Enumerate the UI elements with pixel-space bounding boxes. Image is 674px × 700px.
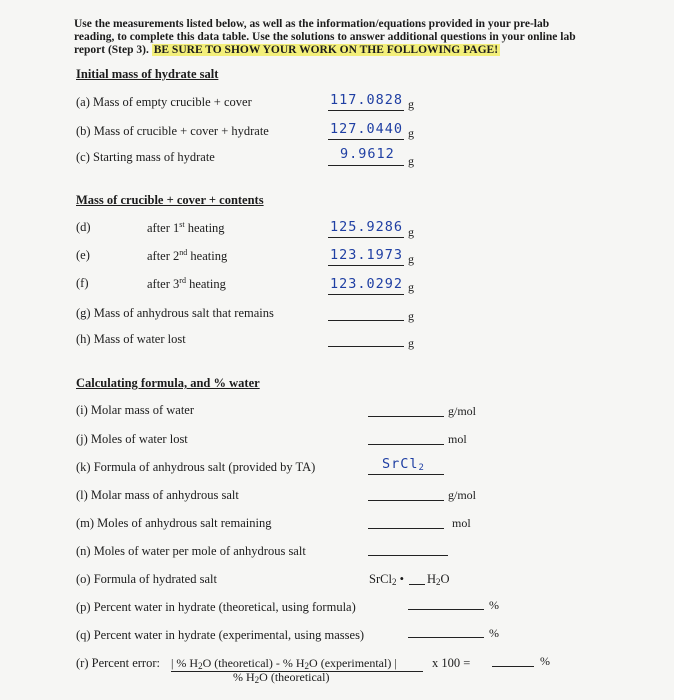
row-e-label: after 2nd heating: [147, 248, 228, 263]
row-j-label: (j) Moles of water lost: [76, 432, 188, 446]
row-i-label: (i) Molar mass of water: [76, 403, 195, 417]
row-d-label: after 1st heating: [147, 220, 225, 235]
intro-line-3: report (Step 3). BE SURE TO SHOW YOUR WORK ON THE FOLLOWING PAGE!: [74, 44, 499, 56]
row-k-label: (k) Formula of anhydrous salt (provided by TA): [76, 460, 316, 474]
row-f-value: 123.0292: [330, 276, 404, 292]
row-r-numerator: | % $H_2O$ (theoretical) - % $H_2O$ (experimental) |: [171, 656, 397, 671]
row-a-value: 117.0828: [330, 92, 404, 108]
row-g-label: (g) Mass of anhydrous salt that remains: [76, 306, 274, 320]
row-m-blank: [368, 528, 444, 529]
row-m-unit: mol: [452, 516, 471, 530]
row-p-label: (p) Percent water in hydrate (theoretical, using formula): [76, 600, 356, 614]
row-c-value: 9.9612: [340, 146, 395, 162]
row-e-unit: g: [408, 252, 414, 266]
row-f-blank: [328, 294, 404, 295]
row-b-value: 127.0440: [330, 121, 404, 137]
row-d-letter: (d): [76, 220, 91, 234]
row-q-label: (q) Percent water in hydrate (experimental, using masses): [76, 628, 365, 642]
row-k-value: SrCl$_2$: [382, 456, 425, 473]
row-l-unit: g/mol: [448, 488, 477, 502]
row-m-label: (m) Moles of anhydrous salt remaining: [76, 516, 272, 530]
row-o-formula-left: SrCl$_2$ •: [369, 572, 404, 587]
row-f-label: after 3rd heating: [147, 276, 226, 291]
row-e-blank: [328, 265, 404, 266]
row-n-label: (n) Moles of water per mole of anhydrous salt: [76, 544, 306, 558]
row-k-blank: [368, 474, 444, 475]
section-initial-heading: Initial mass of hydrate salt: [76, 67, 219, 81]
row-p-unit: %: [489, 598, 499, 612]
row-c-label: (c) Starting mass of hydrate: [76, 150, 215, 164]
row-a-blank: [328, 110, 404, 111]
row-d-value: 125.9286: [330, 219, 404, 235]
row-o-formula-water: $H_2O$: [427, 572, 450, 587]
row-h-label: (h) Mass of water lost: [76, 332, 186, 346]
row-b-unit: g: [408, 126, 414, 140]
row-q-unit: %: [489, 626, 499, 640]
row-r-label: (r) Percent error:: [76, 656, 160, 670]
row-c-unit: g: [408, 154, 414, 168]
row-o-label: (o) Formula of hydrated salt: [76, 572, 217, 586]
row-o-coefficient-blank: [409, 584, 425, 585]
intro-line-2: reading, to complete this data table. Use the solutions to answer additional questions in your online lab: [74, 31, 576, 43]
row-j-unit: mol: [448, 432, 467, 446]
row-d-blank: [328, 237, 404, 238]
row-r-unit: %: [540, 654, 550, 668]
row-b-blank: [328, 139, 404, 140]
row-j-blank: [368, 444, 444, 445]
row-r-multiplier: x 100 =: [432, 656, 471, 670]
row-i-blank: [368, 416, 444, 417]
intro-highlight: BE SURE TO SHOW YOUR WORK ON THE FOLLOWING PAGE!: [153, 44, 499, 56]
row-i-unit: g/mol: [448, 404, 477, 418]
row-c-blank: [328, 165, 404, 166]
row-e-letter: (e): [76, 248, 90, 262]
row-h-blank: [328, 346, 404, 347]
row-d-unit: g: [408, 225, 414, 239]
row-n-blank: [368, 555, 448, 556]
row-f-letter: (f): [76, 276, 89, 290]
intro-line-1: Use the measurements listed below, as well as the information/equations provided in your pre-lab: [74, 18, 550, 30]
section-mass-heading: Mass of crucible + cover + contents: [76, 193, 264, 207]
row-a-label: (a) Mass of empty crucible + cover: [76, 95, 252, 109]
row-l-label: (l) Molar mass of anhydrous salt: [76, 488, 239, 502]
row-l-blank: [368, 500, 444, 501]
row-a-unit: g: [408, 97, 414, 111]
row-b-label: (b) Mass of crucible + cover + hydrate: [76, 124, 269, 138]
row-r-denominator: % $H_2O$ (theoretical): [233, 670, 330, 685]
row-f-unit: g: [408, 280, 414, 294]
row-h-unit: g: [408, 336, 414, 350]
row-p-blank: [408, 609, 484, 610]
row-g-unit: g: [408, 309, 414, 323]
row-g-blank: [328, 320, 404, 321]
section-formula-heading: Calculating formula, and % water: [76, 376, 260, 390]
row-q-blank: [408, 637, 484, 638]
row-e-value: 123.1973: [330, 247, 404, 263]
row-r-blank: [492, 666, 534, 667]
